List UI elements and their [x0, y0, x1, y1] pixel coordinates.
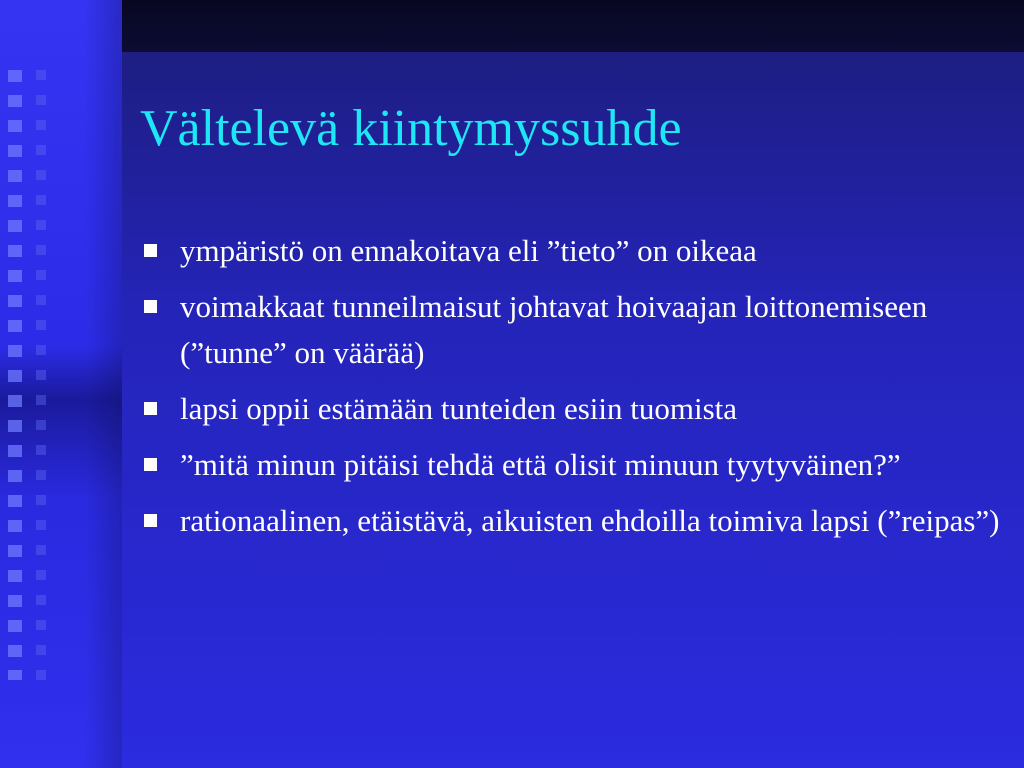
slide-title: Vältelevä kiintymyssuhde — [140, 100, 682, 157]
decorative-square-column — [8, 70, 22, 680]
bullet-item — [140, 498, 1000, 544]
bullet-item — [140, 442, 1000, 488]
bullet-item — [140, 228, 1000, 274]
bullet-list — [140, 228, 1000, 554]
decorative-top-band — [122, 0, 1024, 52]
square-bullet-icon — [144, 300, 157, 313]
square-bullet-icon — [144, 458, 157, 471]
bullet-item — [140, 386, 1000, 432]
decorative-left-strip — [0, 0, 122, 768]
square-bullet-icon — [144, 402, 157, 415]
square-bullet-icon — [144, 244, 157, 257]
bullet-item — [140, 284, 1000, 376]
bullet-text: voimakkaat tunneilmaisut johtavat hoivaajan loittonemiseen (”tunne” on väärää) — [180, 289, 928, 370]
bullet-text: ”mitä minun pitäisi tehdä että olisit minuun tyytyväinen?” — [180, 447, 901, 482]
bullet-text: lapsi oppii estämään tunteiden esiin tuomista — [180, 391, 738, 426]
bullet-text: ympäristö on ennakoitava eli ”tieto” on oikeaa — [180, 233, 757, 268]
square-bullet-icon — [144, 514, 157, 527]
bullet-text: rationaalinen, etäistävä, aikuisten ehdoilla toimiva lapsi (”reipas”) — [180, 503, 1000, 538]
decorative-square-column-faint — [36, 70, 46, 680]
